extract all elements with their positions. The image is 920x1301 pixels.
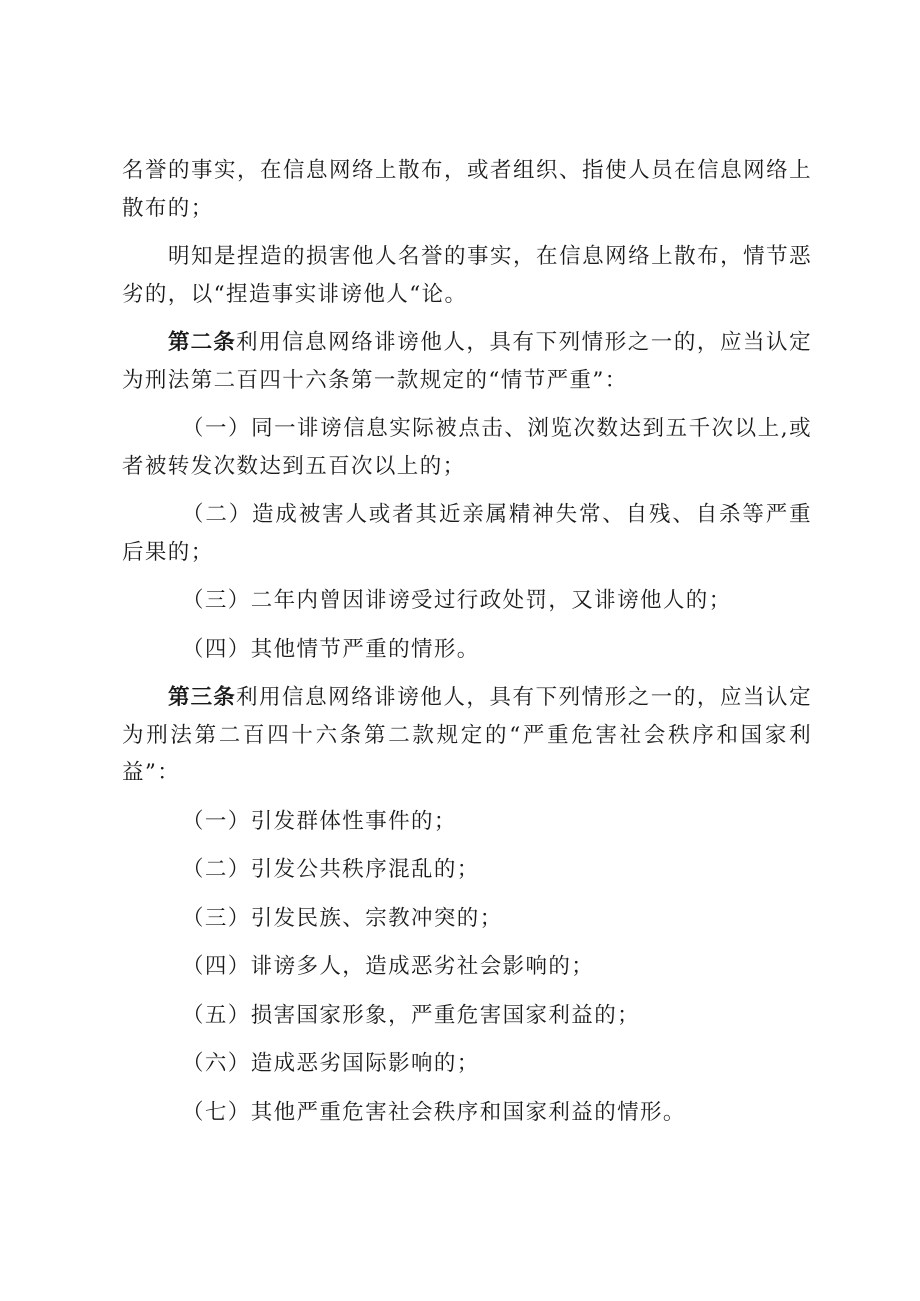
article-3-item: （五）损害国家形象，严重危害国家利益的； bbox=[182, 1002, 641, 1028]
article-3-heading: 第三条 bbox=[168, 685, 236, 710]
article-3-item: （四）诽谤多人，造成恶劣社会影响的； bbox=[182, 954, 595, 979]
article-3-item: （六）造成恶劣国际影响的； bbox=[182, 1051, 480, 1076]
article-3-item: （一）引发群体性事件的； bbox=[182, 808, 457, 834]
article-2-text: 利用信息网络诽谤他人，具有下列情形之一的，应当认定为刑法第二百四十六条第一款规定的“情节严重”： bbox=[122, 330, 812, 393]
knowing-paragraph: 明知是捏造的损害他人名誉的事实，在信息网络上散布，情节恶劣的，以“捏造事实诽谤他人“论。 bbox=[122, 244, 812, 307]
article-2-item: （一）同一诽谤信息实际被点击、浏览次数达到五千次以上,或者被转发次数达到五百次以上的； bbox=[122, 416, 812, 479]
article-3-paragraph bbox=[122, 679, 812, 792]
article-3-item: （三）引发民族、宗教冲突的； bbox=[182, 905, 503, 931]
document-body bbox=[122, 152, 812, 1131]
article-2-item: （三）二年内曾因诽谤受过行政处罚，又诽谤他人的； bbox=[182, 588, 732, 613]
continuation-paragraph: 名誉的事实，在信息网络上散布，或者组织、指使人员在信息网络上散布的； bbox=[122, 158, 812, 221]
article-2-item: （四）其他情节严重的情形。 bbox=[182, 636, 480, 662]
article-3-text: 利用信息网络诽谤他人，具有下列情形之一的，应当认定为刑法第二百四十六条第二款规定的“严重危害社会秩序和国家利益”： bbox=[122, 685, 812, 785]
article-2-heading: 第二条 bbox=[168, 330, 236, 355]
article-2-item: （二）造成被害人或者其近亲属精神失常、自残、自杀等严重后果的； bbox=[122, 502, 812, 565]
article-3-item: （二）引发公共秩序混乱的； bbox=[182, 857, 480, 882]
article-2-paragraph bbox=[122, 324, 812, 399]
article-3-item: （七）其他严重危害社会秩序和国家利益的情形。 bbox=[182, 1099, 686, 1125]
